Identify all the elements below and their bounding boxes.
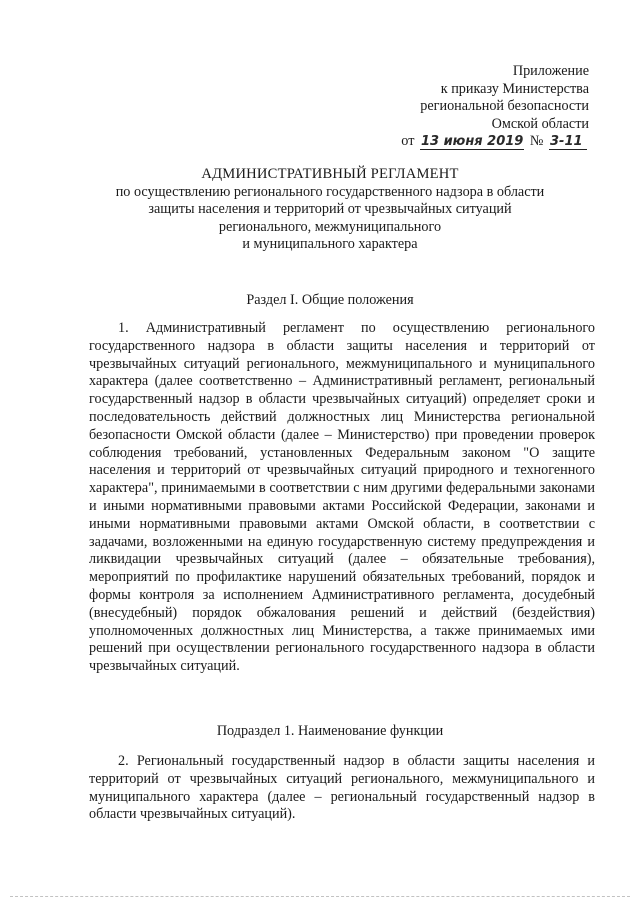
subsection-heading: Подраздел 1. Наименование функции (216, 723, 444, 739)
section-heading: Раздел I. Общие положения (246, 292, 414, 308)
appendix-line-1: Приложение (512, 63, 589, 79)
document-title-block (60, 166, 600, 254)
appendix-line-4: Омской области (491, 115, 589, 132)
document-title: АДМИНИСТРАТИВНЫЙ РЕГЛАМЕНТ (201, 166, 459, 182)
paragraph-1-text: 1. Административный регламент по осуществлению регионального государственного надзора в области защиты населения и территорий от чрезвычайных ситуаций регионального, межмуниципального и муниципального характера (далее соответственно – Административный регламент, региональный государственный надзор в области чрезвычайных ситуаций) определяет сроки и последовательность действий должностных лиц Министерства региональной безопасности Омской области (далее – Министерство) при проведении проверок соблюдения требований, установленных Федеральным законом "О защите населения и территорий от чрезвычайных ситуаций природного и техногенного характера", принимаемыми в соответствии с ним другими федеральными законами и иными нормативными правовыми актами Российской Федерации, законами и иными нормативными правовыми актами Омской области, в соответствии с задачами, возложенными на единую государственную систему предупреждения и ликвидации чрезвычайных ситуаций (далее – обязательные требования), мероприятий по профилактике нарушений обязательных требований, порядок и формы контроля за исполнением Административного регламента, досудебный (внесудебный) порядок обжалования решений и действий (бездействия) уполномоченных должностных лиц Министерства, а также принимаемых ими решений при осуществлении регионального государственного надзора в области чрезвычайных ситуаций. (89, 320, 595, 675)
paragraph-2 (89, 753, 595, 824)
order-date-number-line (401, 133, 589, 151)
paragraph-1 (89, 320, 595, 676)
appendix-line-2: к приказу Министерства (440, 80, 589, 97)
appendix-line-3: региональной безопасности (420, 98, 589, 114)
scan-edge-rule (10, 896, 630, 897)
title-subline-1: по осуществлению регионального государственного надзора в области (115, 183, 545, 200)
paragraph-2-text: 2. Региональный государственный надзор в области защиты населения и территорий от чрезвычайных ситуаций регионального, межмуниципального и муниципального характера (далее – региональный государственный надзор в области чрезвычайных ситуаций). (89, 753, 595, 823)
title-subline-3: регионального, межмуниципального (218, 218, 442, 235)
handwritten-number: 3-11 (549, 135, 587, 150)
number-label: № (529, 133, 544, 149)
appendix-block (401, 63, 589, 151)
handwritten-date: 13 июня 2019 (420, 134, 524, 149)
from-label: от (401, 133, 415, 149)
title-subline-4: и муниципального характера (242, 236, 418, 253)
title-subline-2: защиты населения и территорий от чрезвычайных ситуаций (148, 201, 512, 218)
